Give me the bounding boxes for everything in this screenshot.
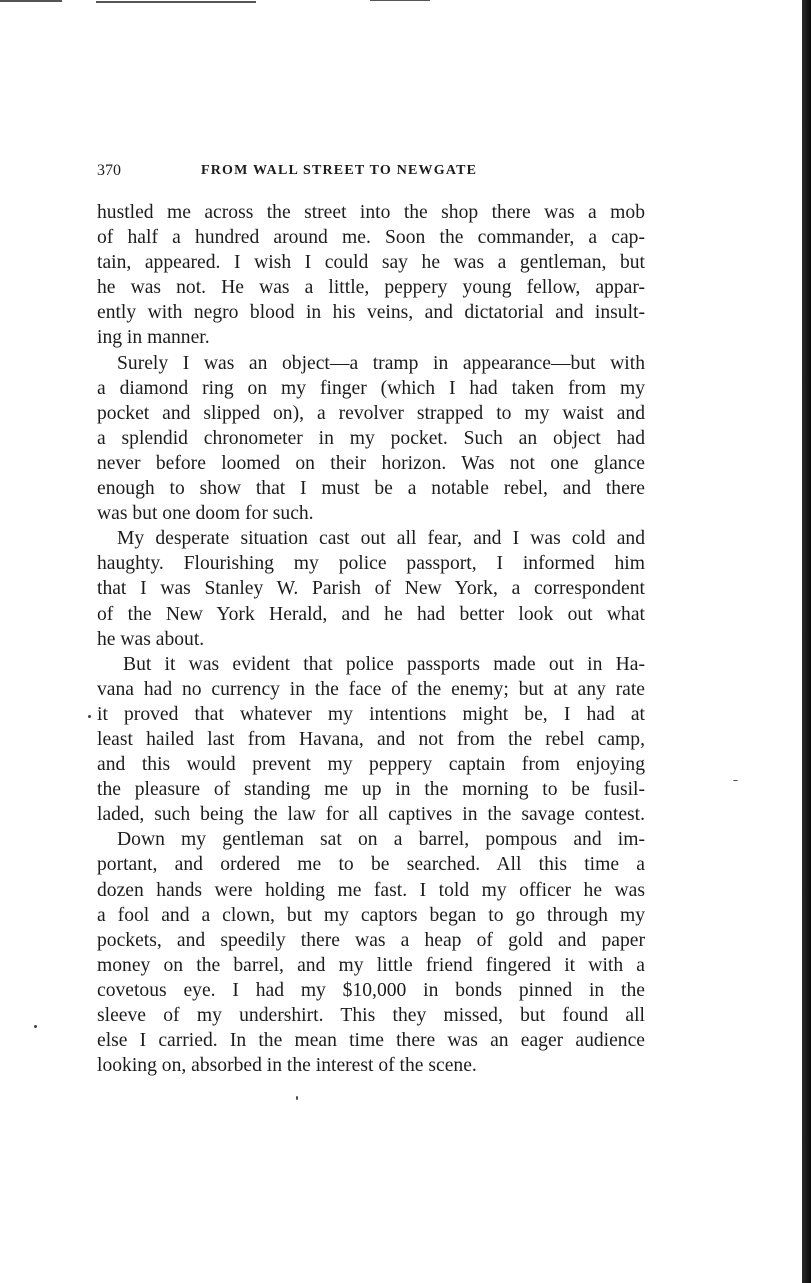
scan-edge-mark	[370, 0, 430, 1]
text-line: else I carried. In the mean time there was an eager audience	[97, 1030, 645, 1052]
text-line: pockets, and speedily there was a heap of gold and paper	[97, 929, 645, 951]
scan-speck	[88, 715, 91, 718]
text-line: least hailed last from Havana, and not from the rebel camp,	[97, 728, 645, 750]
text-line: ently with negro blood in his veins, and dictatorial and insult-	[97, 302, 645, 324]
scan-edge-mark	[96, 1, 256, 3]
text-line: Down my gentleman sat on a barrel, pompous and im-	[117, 829, 645, 851]
text-line: tain, appeared. I wish I could say he was a gentleman, but	[97, 252, 645, 274]
text-line: vana had no currency in the face of the enemy; but at any rate	[97, 678, 645, 700]
text-line: never before loomed on their horizon. Was not one glance	[97, 452, 645, 474]
scan-speck	[34, 1025, 37, 1028]
text-line: of half a hundred around me. Soon the commander, a cap-	[97, 227, 645, 249]
text-line: hustled me across the street into the shop there was a mob	[97, 202, 645, 223]
text-line: ing in manner.	[97, 327, 210, 349]
text-line: he was not. He was a little, peppery young fellow, appar-	[97, 277, 645, 299]
text-line: covetous eye. I had my $10,000 in bonds pinned in the	[97, 979, 645, 1001]
scan-edge-mark	[0, 0, 62, 2]
text-line: But it was evident that police passports made out in Ha-	[123, 653, 645, 675]
text-line: a diamond ring on my finger (which I had taken from my	[97, 377, 645, 399]
text-line: Surely I was an object—a tramp in appearance—but with	[117, 352, 645, 374]
text-line: haughty. Flourishing my police passport, I informed him	[97, 553, 645, 575]
scan-page-edge	[802, 0, 811, 1283]
scan-speck	[296, 1096, 298, 1100]
text-line: of the New York Herald, and he had better look out what	[97, 603, 645, 625]
running-head: FROM WALL STREET TO NEWGATE	[201, 163, 478, 178]
text-line: My desperate situation cast out all fear, and I was cold and	[117, 528, 645, 550]
body-text	[97, 200, 645, 1078]
text-line: sleeve of my undershirt. This they missed, but found all	[97, 1005, 645, 1026]
scan-speck	[733, 780, 738, 781]
page-number: 370	[97, 162, 121, 179]
page-header	[97, 162, 645, 186]
text-line: laded, such being the law for all captives in the savage contest.	[97, 804, 645, 826]
text-line: dozen hands were holding me fast. I told my officer he was	[97, 879, 645, 901]
text-line: pocket and slipped on), a revolver strapped to my waist and	[97, 402, 645, 424]
text-line: and this would prevent my peppery captain from enjoying	[97, 754, 645, 776]
text-line: a fool and a clown, but my captors began to go through my	[97, 904, 645, 926]
text-line: was but one doom for such.	[97, 503, 314, 525]
text-line: enough to show that I must be a notable rebel, and there	[97, 478, 645, 500]
text-line: that I was Stanley W. Parish of New York, a correspondent	[97, 578, 645, 600]
text-line: looking on, absorbed in the interest of the scene.	[97, 1055, 477, 1077]
text-line: the pleasure of standing me up in the morning to be fusil-	[97, 779, 645, 801]
text-line: it proved that whatever my intentions might be, I had at	[97, 703, 645, 725]
text-line: money on the barrel, and my little friend fingered it with a	[97, 954, 645, 976]
text-line: he was about.	[97, 628, 205, 650]
text-line: a splendid chronometer in my pocket. Such an object had	[97, 427, 645, 449]
text-line: portant, and ordered me to be searched. All this time a	[97, 854, 645, 876]
